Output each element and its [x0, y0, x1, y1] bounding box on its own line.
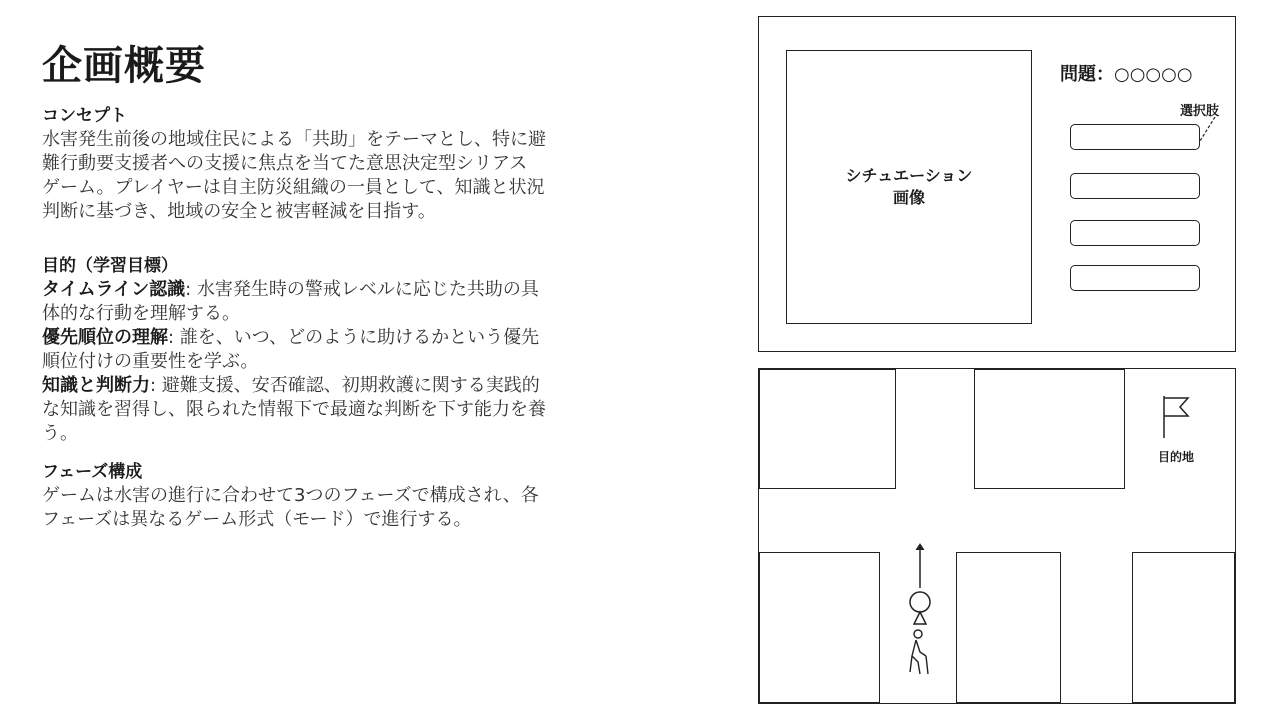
flag-icon [1158, 392, 1198, 442]
goals-section [42, 254, 722, 446]
situation-label: シチュエーション [845, 166, 973, 185]
page-title: 企画概要 [42, 43, 206, 89]
map-block [956, 552, 1061, 703]
choice-button[interactable] [1070, 173, 1200, 199]
choices-label: 選択肢 [1180, 104, 1220, 119]
map-block [1132, 552, 1235, 703]
goal-term: タイムライン認識 [42, 279, 186, 300]
goal-label: 目的地 [1158, 450, 1195, 464]
goal-text: な知識を習得し、限られた情報下で最適な判断を下す能力を養 [42, 399, 546, 420]
goal-item [42, 278, 722, 302]
goal-text: 順位付けの重要性を学ぶ。 [42, 351, 259, 372]
concept-heading: コンセプト [42, 106, 127, 126]
goal-text: : 避難支援、安否確認、初期救護に関する実践的 [150, 375, 540, 396]
goals-heading: 目的（学習目標） [42, 256, 178, 276]
situation-image-placeholder [786, 50, 1032, 324]
map-block [759, 552, 880, 703]
choice-button[interactable] [1070, 124, 1200, 150]
goal-term: 知識と判断力 [42, 375, 150, 396]
question-text: 問題：○○○○○ [1060, 64, 1193, 85]
elderly-person-icon [902, 628, 938, 678]
map-block [974, 369, 1125, 489]
map-block [759, 369, 896, 489]
phases-heading: フェーズ構成 [42, 462, 143, 482]
goal-text: : 誰を、いつ、どのように助けるかという優先 [168, 327, 540, 348]
overview-text [42, 40, 722, 552]
concept-line: 水害発生前後の地域住民による「共助」をテーマとし、特に避 [42, 129, 546, 150]
choice-button[interactable] [1070, 220, 1200, 246]
choice-button[interactable] [1070, 265, 1200, 291]
concept-line: 難行動要支援者への支援に焦点を当てた意思決定型シリアス [42, 153, 528, 174]
concept-line: ゲーム。プレイヤーは自主防災組織の一員として、知識と状況 [42, 177, 545, 198]
concept-section [42, 104, 722, 224]
phases-line: フェーズは異なるゲーム形式（モード）で進行する。 [42, 509, 472, 530]
goal-item [42, 374, 722, 398]
goal-item [42, 326, 722, 350]
goal-text: : 水害発生時の警戒レベルに応じた共助の具 [185, 279, 539, 300]
goal-term: 優先順位の理解 [42, 327, 168, 348]
player-marker-icon [900, 540, 940, 630]
goal-text: う。 [42, 423, 78, 444]
phases-section [42, 460, 722, 532]
concept-line: 判断に基づき、地域の安全と被害軽減を目指す。 [42, 201, 436, 222]
phases-line: ゲームは水害の進行に合わせて3つのフェーズで構成され、各 [42, 485, 539, 506]
goal-text: 体的な行動を理解する。 [42, 303, 240, 324]
situation-label: 画像 [892, 188, 925, 207]
